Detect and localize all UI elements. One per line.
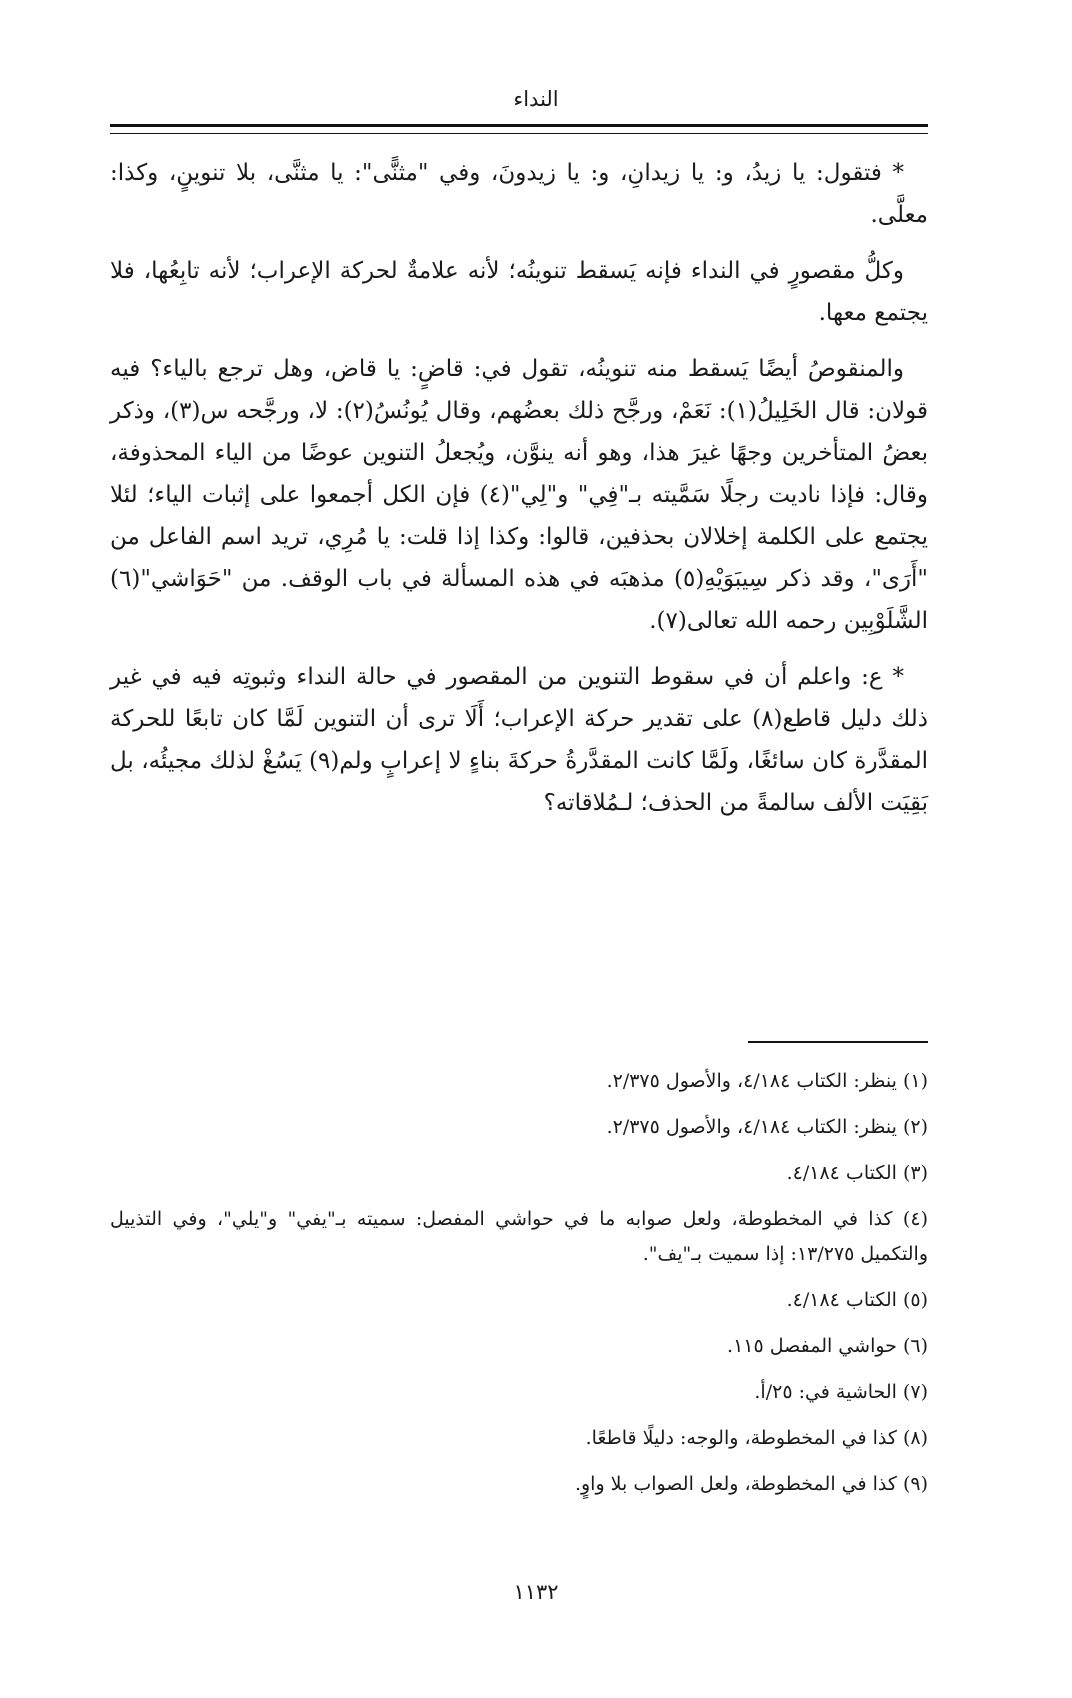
footnote-3: (٣) الكتاب ٤/١٨٤.: [786, 1162, 928, 1184]
paragraph: * ع: واعلم أن في سقوط التنوين من المقصور في حالة النداء وثبوتِه فيه في غير ذلك دليل قاطع(٨) على تقدير حركة الإعراب؛ أَلَا ترى أن التنوين لَمَّا كان تابعًا للحركة المقدَّرة كان سائغًا، ولَمَّا كانت المقدَّرةُ حركةَ بناءٍ لا إعرابٍ ولم(٩) يَسُغْ لذلك مجيئُه، بل بَقِيَت الألف سالمةً من الحذف؛ لـمُلاقاته؟: [110, 664, 928, 816]
footnote-1: (١) ينظر: الكتاب ٤/١٨٤، والأصول ٢/٣٧٥.: [606, 1070, 928, 1092]
footnote-8: (٨) كذا في المخطوطة، والوجه: دليلًا قاطعًا.: [585, 1427, 928, 1449]
footnote-6: (٦) حواشي المفصل ١١٥.: [727, 1335, 928, 1357]
main-text: [110, 152, 928, 838]
paragraph: والمنقوصُ أيضًا يَسقط منه تنوينُه، تقول في: قاضٍ: يا قاض، وهل ترجع بالياء؟ فيه قولان: قال الخَلِيلُ(١): نَعَمْ، ورجَّح ذلك بعضُهم، وقال يُونُسُ(٢): لا، ورجَّحه س(٣)، وذكر بعضُ المتأخرين وجهًا غيرَ هذا، وهو أنه ينوَّن، ويُجعلُ التنوين عوضًا من الياء المحذوفة، وقال: فإذا ناديت رجلًا سَمَّيته بـ"فِي" و"لِي"(٤) فإن الكل أجمعوا على إثبات الياء؛ لئلا يجتمع على الكلمة إخلالان بحذفين، قالوا: وكذا إذا قلت: يا مُرِي، تريد اسم الفاعل من "أَرَى"، وقد ذكر سِيبَوَيْهِ(٥) مذهبَه في هذه المسألة في باب الوقف. من "حَوَاشي"(٦) الشَّلَوْبِين رحمه الله تعالى(٧).: [110, 356, 928, 634]
footnote-7: (٧) الحاشية في: ٢٥/أ.: [754, 1381, 928, 1403]
running-title: النداء: [513, 87, 559, 111]
header-rule-thin: [110, 133, 928, 134]
footnote-separator: [748, 1041, 928, 1043]
paragraph: * فتقول: يا زيدُ، و: يا زيدانِ، و: يا زيدونَ، وفي "مثنًّى": يا مثنَّى، بلا تنوينٍ، وكذا: معلَّى.: [110, 160, 928, 228]
paragraph: وكلُّ مقصورٍ في النداء فإنه يَسقط تنوينُه؛ لأنه علامةٌ لحركة الإعراب؛ لأنه تابِعُها، فلا يجتمع معها.: [110, 258, 928, 326]
page-number: ١١٣٢: [513, 1580, 559, 1604]
footnote-4: (٤) كذا في المخطوطة، ولعل صوابه ما في حواشي المفصل: سميته بـ"يفي" و"يلي"، وفي التذييل والتكميل ١٣/٢٧٥: إذا سميت بـ"يف".: [110, 1208, 928, 1265]
header-rule-thick: [110, 124, 928, 127]
footnote-5: (٥) الكتاب ٤/١٨٤.: [786, 1289, 928, 1311]
footnote-2: (٢) ينظر: الكتاب ٤/١٨٤، والأصول ٢/٣٧٥.: [606, 1116, 928, 1138]
footnotes: [110, 1064, 928, 1513]
footnote-9: (٩) كذا في المخطوطة، ولعل الصواب بلا واوٍ.: [574, 1473, 928, 1495]
